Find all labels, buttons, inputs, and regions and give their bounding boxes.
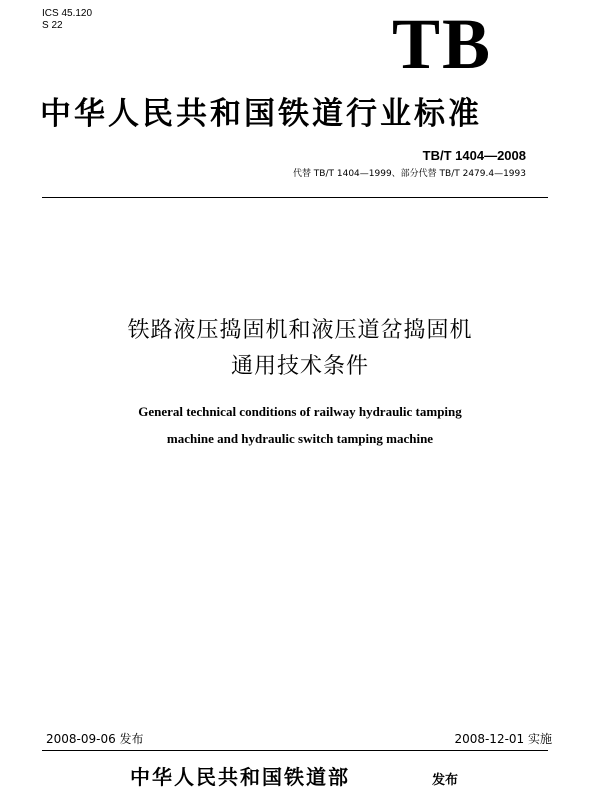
bottom-divider <box>42 750 548 751</box>
publisher-name: 中华人民共和国铁道部 <box>130 765 350 789</box>
issue-date: 2008-09-06 发布 <box>46 732 144 746</box>
replaces-note: 代替 TB/T 1404—1999、部分代替 TB/T 2479.4—1993 <box>292 169 526 179</box>
ics-code: ICS 45.120 <box>42 8 93 19</box>
english-title-line-1: General technical conditions of railway hydraulic tamping <box>138 404 462 419</box>
classification-block <box>42 8 92 32</box>
chinese-title-line-2: 通用技术条件 <box>230 354 369 379</box>
implementation-date: 2008-12-01 实施 <box>454 732 552 746</box>
org-title: 中华人民共和国铁道行业标准 <box>40 96 482 132</box>
standard-number: TB/T 1404—2008 <box>422 148 526 163</box>
publisher-suffix: 发布 <box>432 773 459 788</box>
tb-logo: TB <box>392 4 493 84</box>
category-code: S 22 <box>42 20 63 31</box>
chinese-title-line-1: 铁路液压捣固机和液压道岔捣固机 <box>127 318 473 343</box>
top-divider <box>42 197 548 198</box>
english-title-line-2: machine and hydraulic switch tamping machine <box>166 431 434 446</box>
